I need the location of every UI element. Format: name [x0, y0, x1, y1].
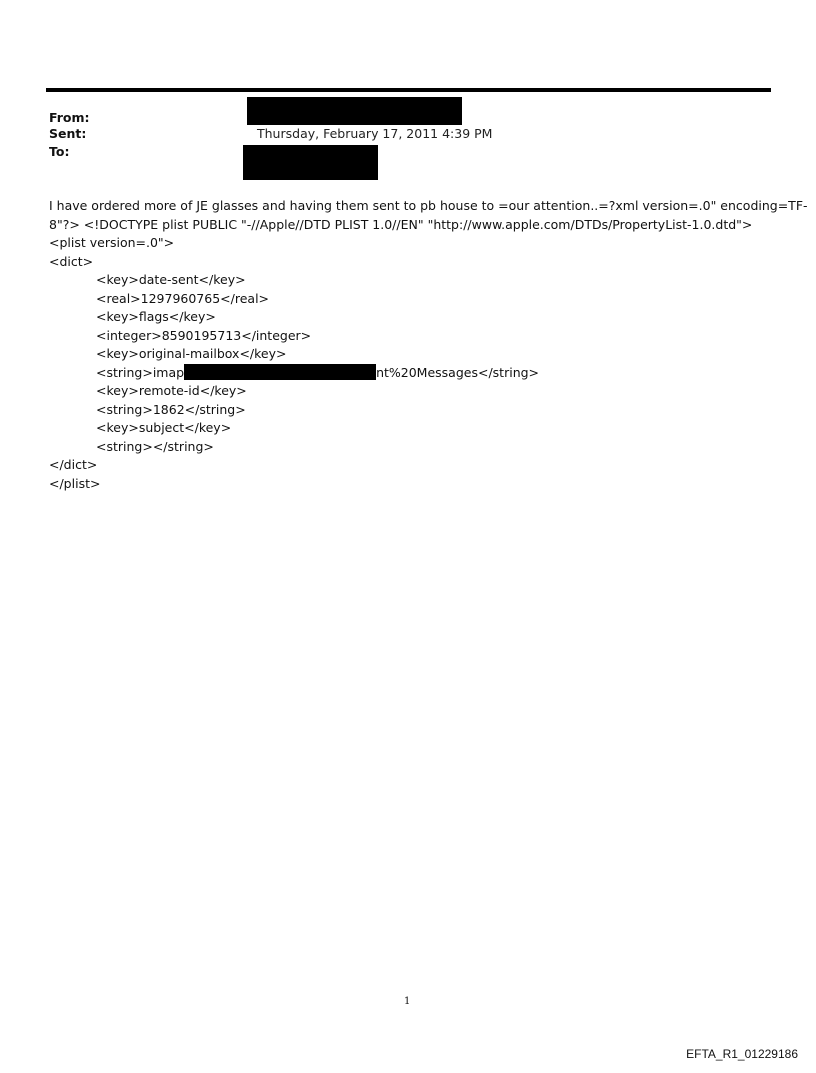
from-label: From: — [49, 110, 90, 125]
body-line: <key>original-mailbox</key> — [96, 346, 287, 361]
body-line: <string></string> — [96, 438, 214, 454]
body-line: <key>date-sent</key> — [96, 272, 246, 287]
body-line-part: nt%20Messages</string> — [376, 364, 540, 380]
redaction-to — [243, 145, 378, 180]
to-label: To: — [49, 144, 70, 159]
redaction-from — [247, 97, 462, 125]
sent-value: Thursday, February 17, 2011 4:39 PM — [257, 126, 493, 141]
body-line — [49, 364, 774, 383]
sent-label: Sent: — [49, 126, 87, 141]
body-line: <integer>8590195713</integer> — [96, 327, 312, 343]
body-line: I have ordered more of JE glasses and having them sent to pb house to =our attention..=?xml version=.0" encoding=TF- — [49, 198, 808, 213]
body-line-part: <string>imap — [96, 364, 185, 380]
header-rule — [46, 88, 771, 92]
body-line: <key>subject</key> — [96, 420, 232, 435]
email-body — [49, 197, 808, 493]
body-line: 8"?> <!DOCTYPE plist PUBLIC "-//Apple//DTD PLIST 1.0//EN" "http://www.apple.com/DTDs/PropertyList-1.0.dtd"> — [49, 216, 753, 232]
body-line: </dict> — [49, 457, 98, 472]
body-line: <string>1862</string> — [96, 401, 246, 417]
body-line: <key>remote-id</key> — [96, 383, 247, 398]
body-line: </plist> — [49, 475, 101, 491]
redaction-mailbox — [184, 364, 376, 380]
body-line: <dict> — [49, 253, 94, 269]
body-line: <plist version=.0"> — [49, 235, 175, 250]
body-line: <real>1297960765</real> — [96, 290, 270, 306]
body-line: <key>flags</key> — [96, 309, 216, 324]
page-number: 1 — [404, 996, 411, 1007]
document-id: EFTA_R1_01229186 — [686, 1047, 798, 1061]
